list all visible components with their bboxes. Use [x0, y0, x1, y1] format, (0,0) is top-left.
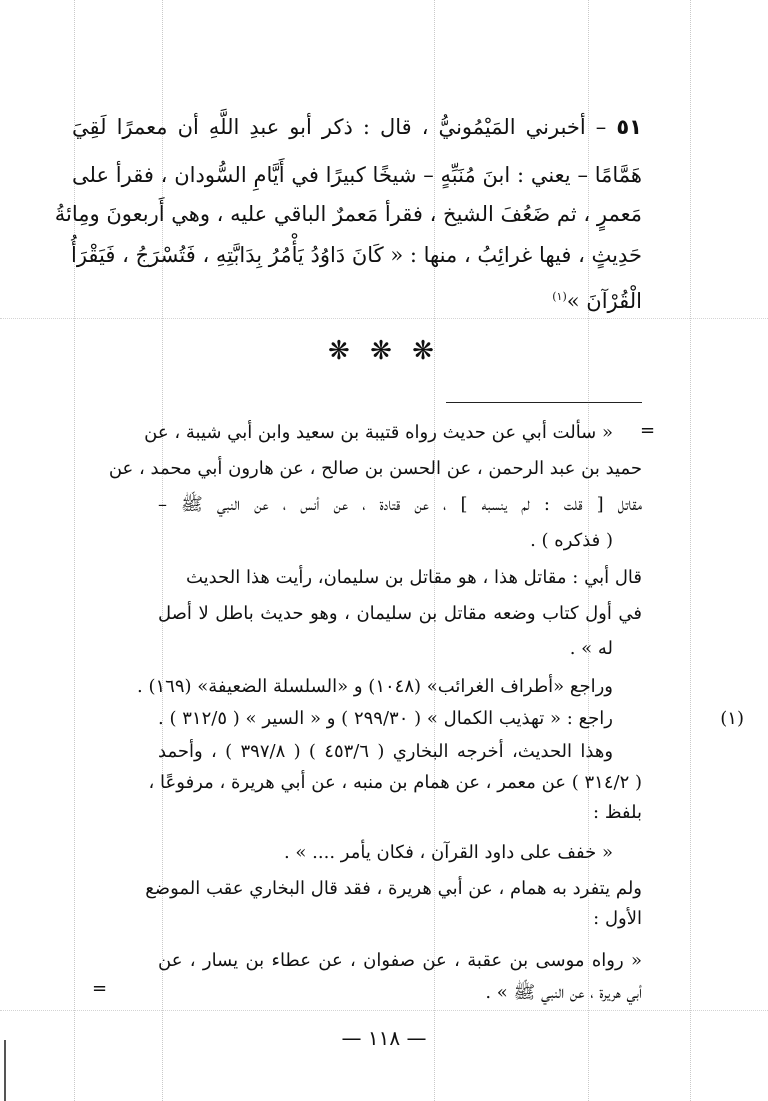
footnote-line: له » .: [569, 638, 613, 659]
footnote-line: راجع : « تهذيب الكمال » ( ٢٩٩/٣٠ ) و « السير » ( ٣١٢/٥ ) .: [158, 708, 613, 729]
scan-line: [0, 1010, 768, 1011]
footnote-rule: [446, 402, 642, 403]
footnote-line: ( ٣١٤/٢ ) عن معمر ، عن همام بن منبه ، عن أبي هريرة ، مرفوعًا ،: [148, 772, 642, 793]
footnote-line: في أول كتاب وضعه مقاتل بن سليمان ، وهو حديث باطل لا أصل: [158, 603, 642, 624]
main-line-1: ٥١ – أخبرني المَيْمُونيُّ ، قال : ذكر أبو عبدِ اللَّهِ أن معمرًا لَقِيَ: [72, 115, 642, 139]
main-line-3: مَعمرٍ ، ثم ضَعُفَ الشيخ ، فقرأ مَعمرٌ الباقي عليه ، وهي أَربعونَ ومِائةُ: [54, 202, 642, 226]
main-line-2: هَمَّامًا – يعني : ابنَ مُنَبِّهٍ – شيخًا كبيرًا في أَيَّامِ السُّودان ، فقرأ على: [72, 163, 642, 187]
footnote-line: ولم يتفرد به همام ، عن أبي هريرة ، فقد قال البخاري عقب الموضع: [145, 878, 642, 899]
footnote-line: قال أبي : مقاتل هذا ، هو مقاتل بن سليمان، رأيت هذا الحديث: [186, 567, 642, 588]
footnote-line: أبي هريرة ، عن النبي ﷺ » .: [485, 982, 642, 1003]
scan-line: [0, 318, 768, 319]
footnote-ref: (١): [552, 290, 567, 303]
footnote-line: وراجع «أطراف الغرائب» (١٠٤٨) و «السلسلة الضعيفة» (١٦٩) .: [137, 676, 613, 697]
main-line-4: حَدِيثٍ ، فيها غرائِبُ ، منها : « كَانَ دَاوُدُ يَأْمُرُ بِدَابَّتِهِ ، فَتُسْرَجُ ، فَيَقْرَأُ: [70, 243, 642, 267]
footnote-line: مقاتل [ قلت : لم ينسبه ] ، عن قتادة ، عن أنس ، عن النبي ﷺ –: [158, 494, 642, 515]
footnote-line: « رواه موسى بن عقبة ، عن صفوان ، عن عطاء بن يسار ، عن: [158, 950, 642, 971]
footnote-line: الأول :: [593, 908, 642, 929]
continuation-mark-bottom: =: [92, 978, 108, 999]
page-number: — ١١٨ —: [341, 1026, 427, 1050]
footnote-line: وهذا الحديث، أخرجه البخاري ( ٤٥٣/٦ ) ( ٣٩٧/٨ ) ، وأحمد: [158, 741, 614, 762]
footnote-line: « خفف على داود القرآن ، فكان يأمر .... » .: [283, 842, 613, 863]
hadith-number: ٥١: [616, 115, 642, 139]
footnote-line: ( فذكره ) .: [530, 530, 613, 551]
section-separator: ❋ ❋ ❋: [328, 336, 440, 366]
footnote-marker: (١): [720, 708, 744, 729]
scan-line: [690, 0, 691, 1101]
footnote-line: بلفظ :: [593, 802, 642, 823]
footnote-line: حميد بن عبد الرحمن ، عن الحسن بن صالح ، عن هارون أبي محمد ، عن: [108, 458, 642, 479]
continuation-mark-top: =: [640, 420, 656, 441]
main-line-5: الْقُرْآنَ »$^{(١)}$: [552, 289, 642, 313]
footnote-line: « سألت أبي عن حديث رواه قتيبة بن سعيد وابن أبي شيبة ، عن: [144, 422, 613, 443]
